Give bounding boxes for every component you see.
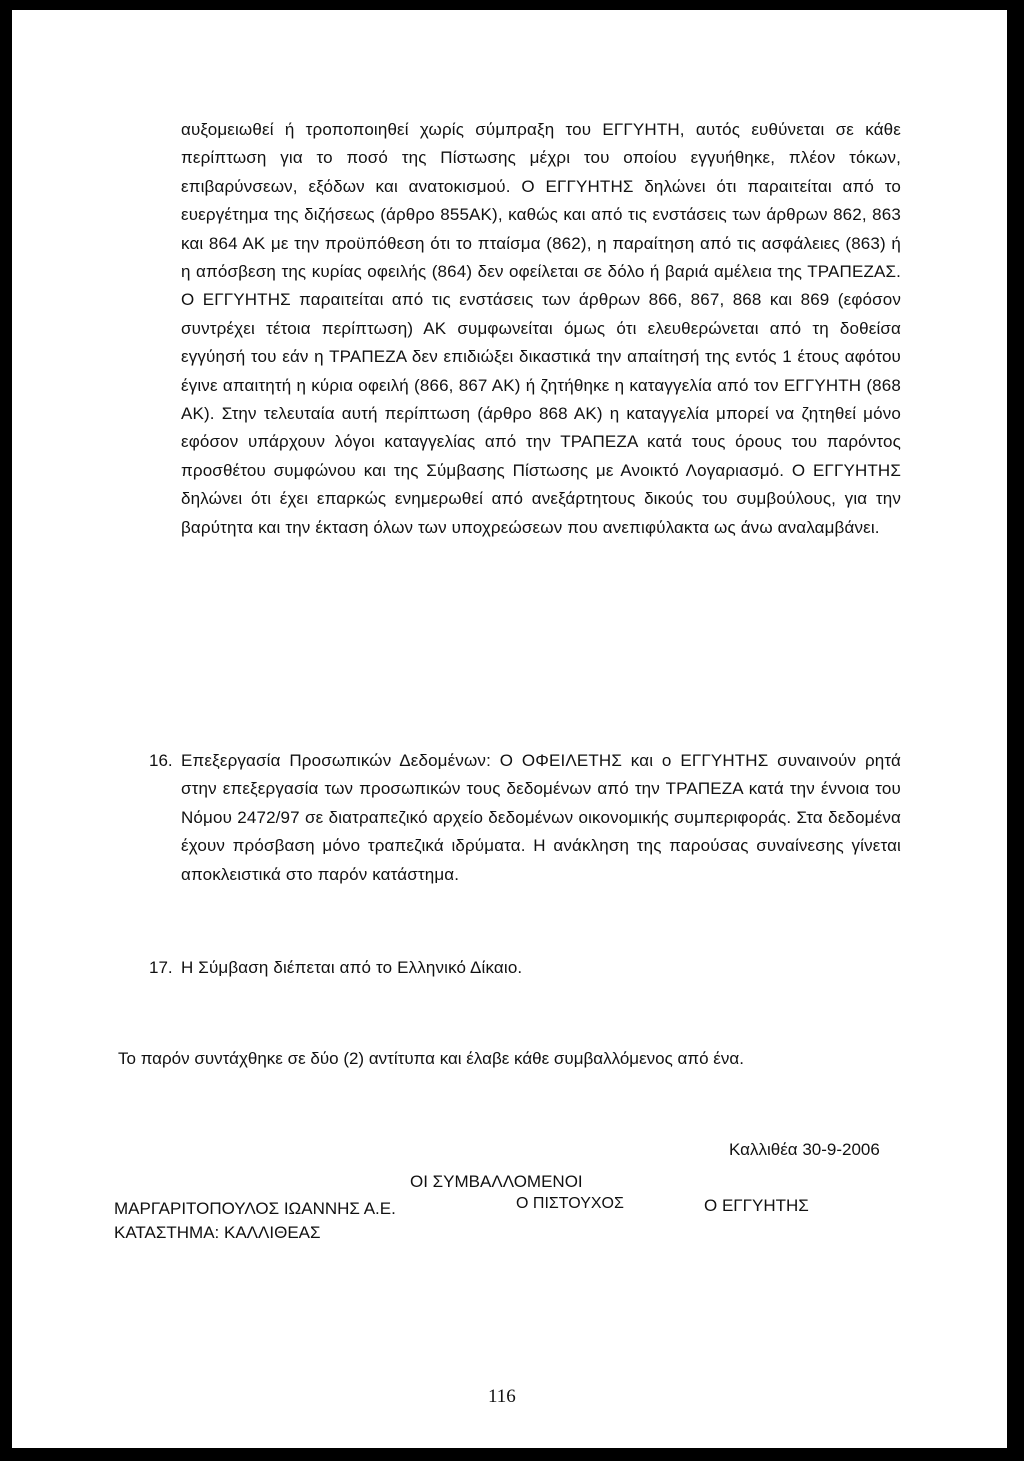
store-name: ΚΑΤΑΣΤΗΜΑ: ΚΑΛΛΙΘΕΑΣ <box>114 1223 321 1242</box>
clause-17 <box>149 954 901 982</box>
page-number: 116 <box>488 1386 516 1407</box>
document-page <box>12 10 1007 1448</box>
clause-16-number: 16. <box>149 751 173 770</box>
clause-17-number: 17. <box>149 958 173 977</box>
clause-16-text: Επεξεργασία Προσωπικών Δεδομένων: Ο ΟΦΕΙΛΕΤΗΣ και ο ΕΓΓΥΗΤΗΣ συναινούν ρητά στην επεξεργασία των προσωπικών τους δεδομένων από την ΤΡΑΠΕΖΑ κατά την έννοια του Νόμου 2472/97 σε διατραπεζικό αρχείο δεδομένων οικονομικής συμπεριφοράς. Στα δεδομένα έχουν πρόσβαση μόνο τραπεζικά ιδρύματα. Η ανάκληση της παρούσας συναίνεσης γίνεται αποκλειστικά στο παρόν κατάστημα. <box>181 751 901 884</box>
closing-statement: Το παρόν συντάχθηκε σε δύο (2) αντίτυπα και έλαβε κάθε συμβαλλόμενος από ένα. <box>118 1049 744 1068</box>
guarantor-waiver-paragraph: αυξομειωθεί ή τροποποιηθεί χωρίς σύμπραξη του ΕΓΓΥΗΤΗ, αυτός ευθύνεται σε κάθε περίπτωση για το ποσό της Πίστωσης μέχρι του οποίου εγγυήθηκε, πλέον τόκων, επιβαρύνσεων, εξόδων και ανατοκισμού. Ο ΕΓΓΥΗΤΗΣ δηλώνει ότι παραιτείται από το ευεργέτημα της διζήσεως (άρθρο 855ΑΚ), καθώς και από τις ενστάσεις των άρθρων 862, 863 και 864 ΑΚ με την προϋπόθεση ότι το πταίσμα (862), η παραίτηση από τις ασφάλειες (863) ή η απόσβεση της κυρίας οφειλής (864) δεν οφείλεται σε δόλο ή βαριά αμέλεια της ΤΡΑΠΕΖΑΣ. Ο ΕΓΓΥΗΤΗΣ παραιτείται από τις ενστάσεις των άρθρων 866, 867, 868 και 869 (εφόσον συντρέχει τέτοια περίπτωση) ΑΚ συμφωνείται όμως ότι ελευθερώνεται από τη δοθείσα εγγύησή του εάν η ΤΡΑΠΕΖΑ δεν επιδιώξει δικαστικά την απαίτησή της εντός 1 έτους αφότου έγινε απαιτητή η κύρια οφειλή (866, 867 ΑΚ) ή ζητήθηκε η καταγγελία από τον ΕΓΓΥΗΤΗ (868 ΑΚ). Στην τελευταία αυτή περίπτωση (άρθρο 868 ΑΚ) η καταγγελία μπορεί να ζητηθεί μόνο εφόσον υπάρχουν λόγοι καταγγελίας από την ΤΡΑΠΕΖΑ κατά τους όρους του παρόντος προσθέτου συμφώνου και της Σύμβασης Πίστωσης με Ανοικτό Λογαριασμό. Ο ΕΓΓΥΗΤΗΣ δηλώνει ότι έχει επαρκώς ενημερωθεί από ανεξάρτητους δικούς του συμβούλους, για την βαρύτητα και την έκταση όλων των υποχρεώσεων που ανεπιφύλακτα ως άνω αναλαμβάνει. <box>181 120 901 537</box>
customer-signature-label: Ο ΠΙΣΤΟΥΧΟΣ <box>516 1195 624 1212</box>
company-name: ΜΑΡΓΑΡΙΤΟΠΟΥΛΟΣ ΙΩΑΝΝΗΣ Α.Ε. <box>114 1199 396 1218</box>
clause-17-text: Η Σύμβαση διέπεται από το Ελληνικό Δίκαιο. <box>181 958 523 977</box>
place-date: Καλλιθέα 30-9-2006 <box>729 1140 880 1159</box>
parties-heading: ΟΙ ΣΥΜΒΑΛΛΟΜΕΝΟΙ <box>410 1172 583 1191</box>
guarantor-signature-label: Ο ΕΓΓΥΗΤΗΣ <box>704 1196 809 1215</box>
clause-16 <box>149 747 901 889</box>
